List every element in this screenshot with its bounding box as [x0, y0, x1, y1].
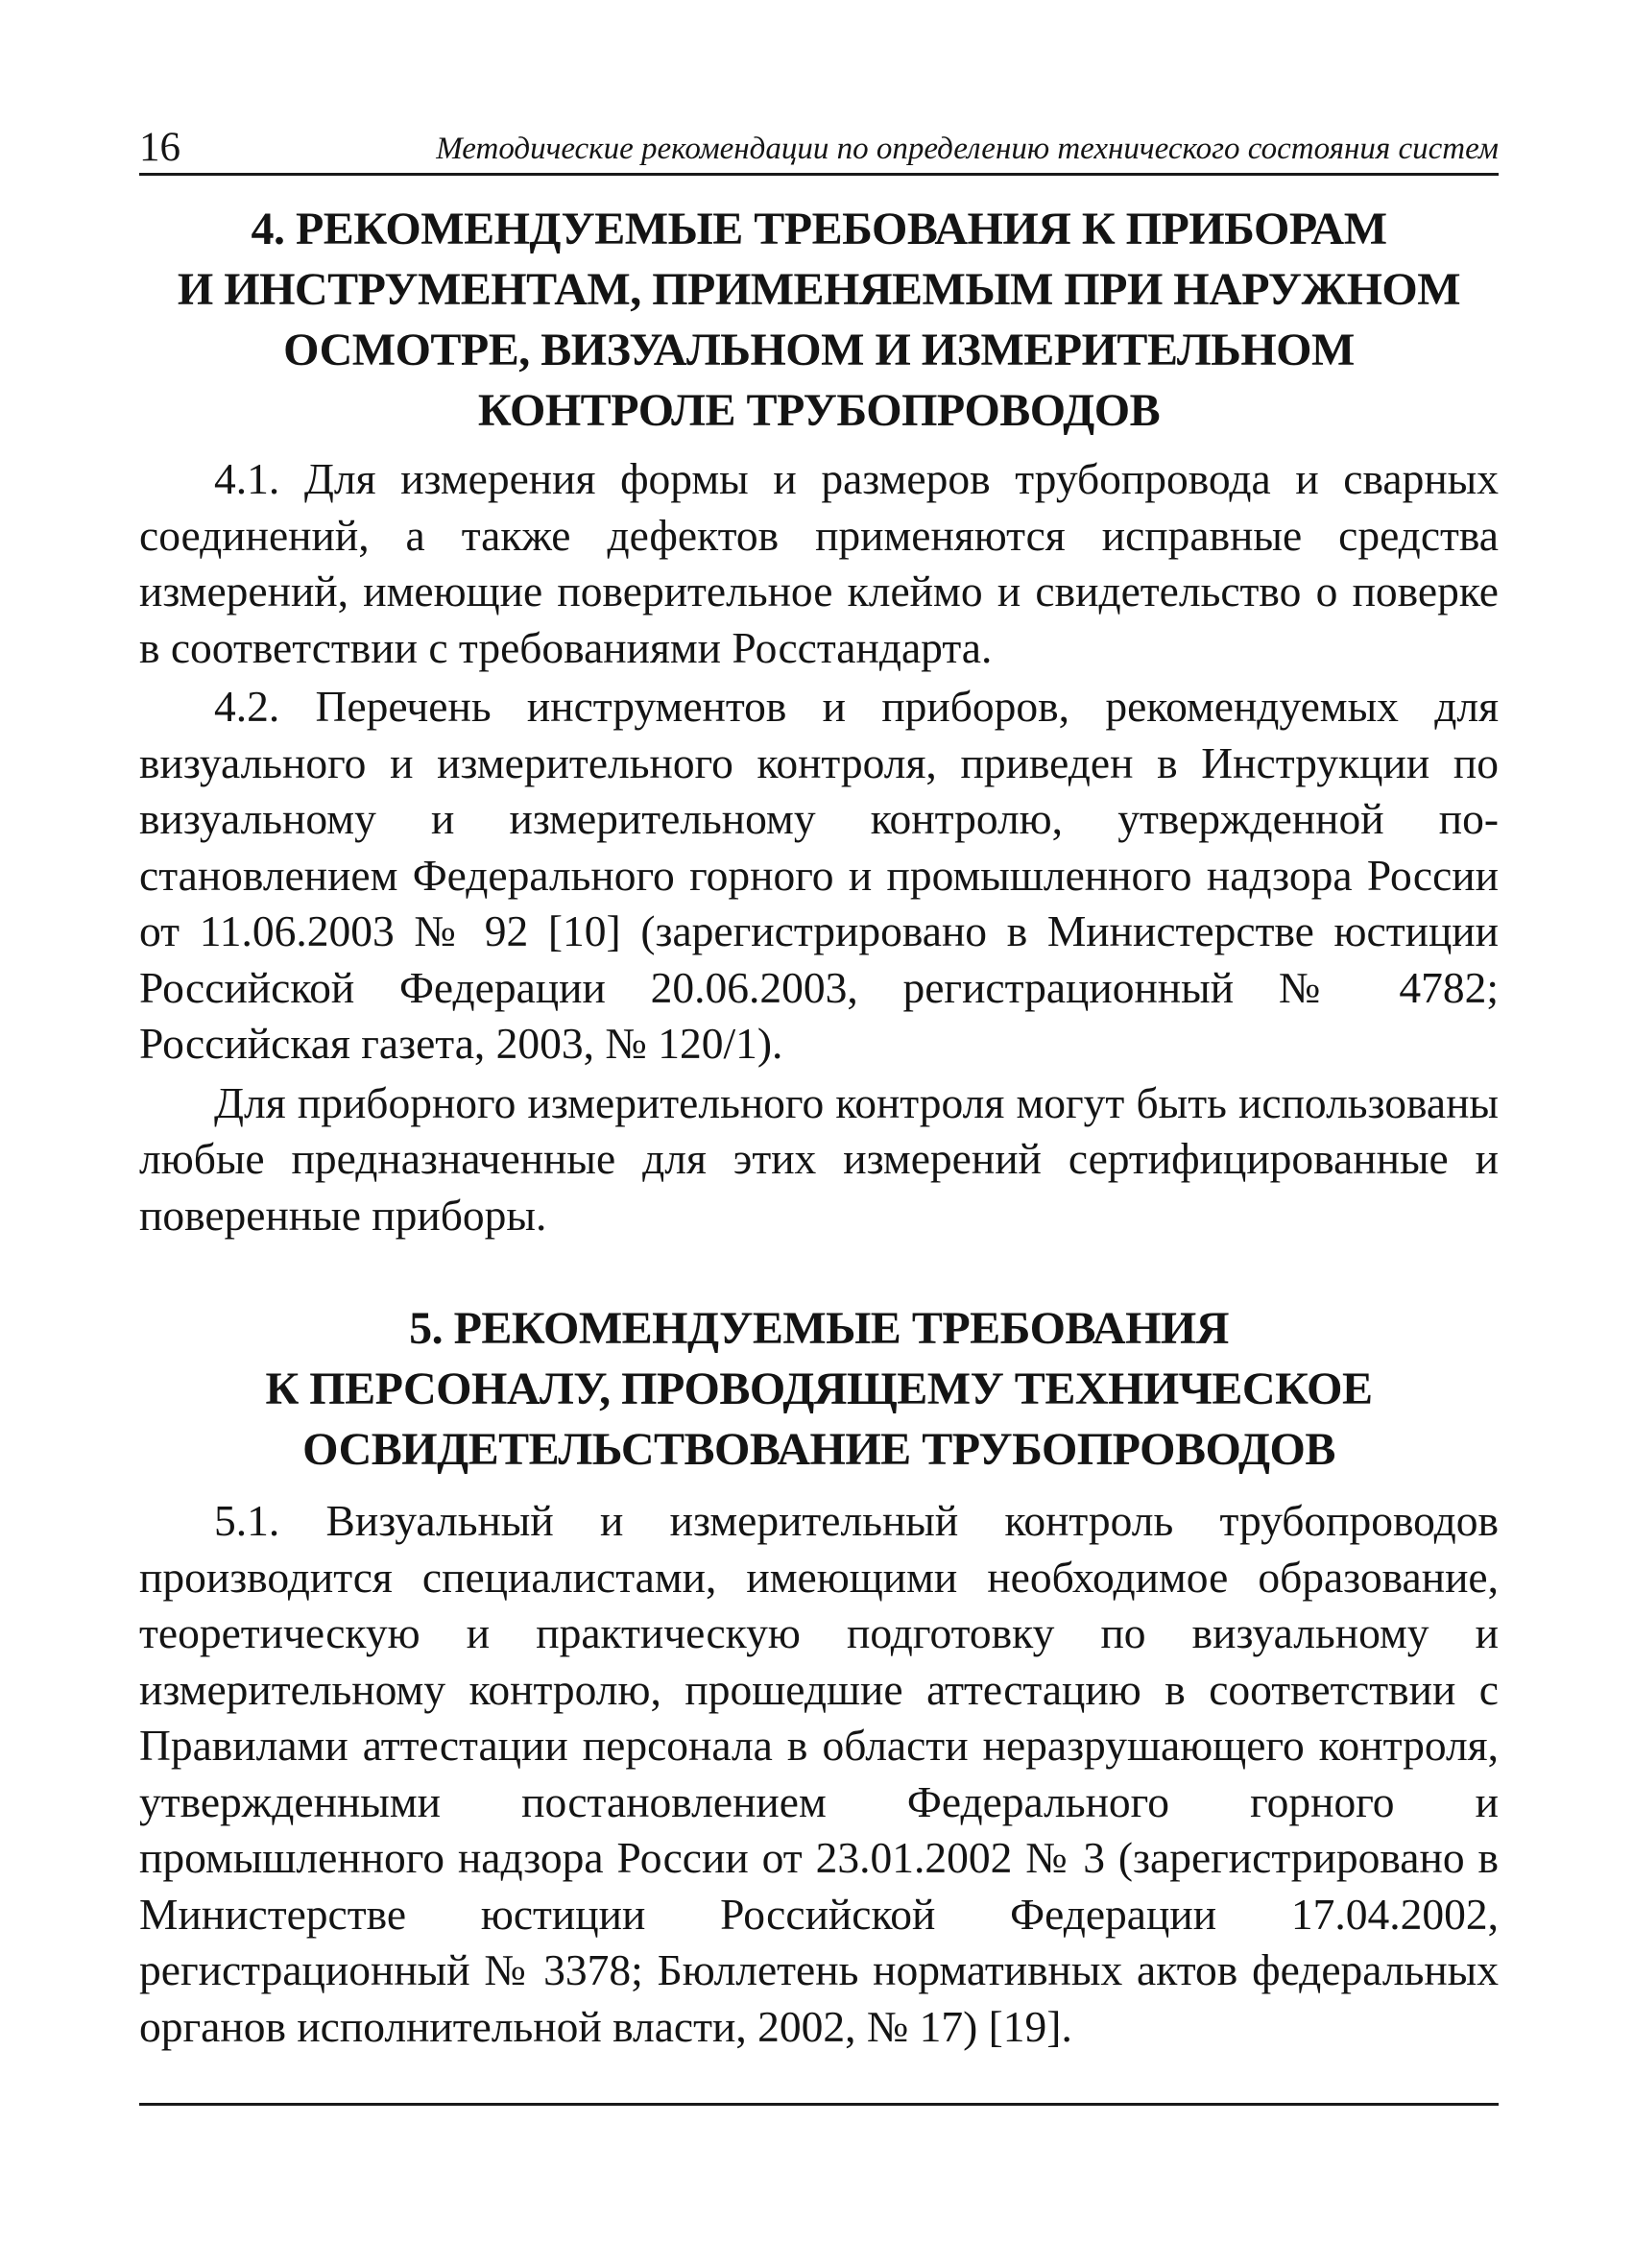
- heading-line: 4. РЕКОМЕНДУЕМЫЕ ТРЕБОВАНИЯ К ПРИБОРАМ: [251, 204, 1387, 254]
- section-5-body: [139, 1493, 1499, 2055]
- page-number: 16: [139, 125, 180, 170]
- paragraph-4-1: 4.1. Для измерения формы и размеров трубопровода и сварных соединений, а также дефектов применяются исправные средства измерений, имеющие поверительное клеймо и свидетельство о поверке в соответствии с требованиями Росстандарта.: [139, 454, 1499, 672]
- heading-line: ОСМОТРЕ, ВИЗУАЛЬНОМ И ИЗМЕРИТЕЛЬНОМ: [283, 325, 1355, 375]
- section-4-heading: [139, 199, 1499, 441]
- heading-line: ОСВИДЕТЕЛЬСТВОВАНИЕ ТРУБОПРОВОДОВ: [302, 1424, 1335, 1475]
- paragraph-5-1: 5.1. Визуальный и измерительный контроль трубопроводов производится специалистами, имеющими необходимое образование, теоретическую и практическую подготовку по визуальному и измерительному контролю, прошедшие аттестацию в соответствии с Правилами аттестации персонала в области неразрушающего контроля, утвержденными постановлением Федерального горного и промышленного надзора России от 23.01.2002 № 3 (зарегистрировано в Министерстве юстиции Российской Федерации 17.04.2002, регистрационный № 3378; Бюллетень нормативных актов федеральных органов исполнительной власти, 2002, № 17) [19].: [139, 1496, 1499, 2051]
- page-header: [139, 123, 1499, 176]
- heading-line: К ПЕРСОНАЛУ, ПРОВОДЯЩЕМУ ТЕХНИЧЕСКОЕ: [265, 1363, 1373, 1414]
- heading-line: 5. РЕКОМЕНДУЕМЫЕ ТРЕБОВАНИЯ: [409, 1303, 1229, 1354]
- bottom-divider: [139, 2103, 1499, 2106]
- paragraph-4-2-continued: Для приборного измерительного контроля могут быть использованы любые предназначенные для этих измерений сертифицированные и поверенные приборы.: [139, 1077, 1499, 1240]
- heading-line: И ИНСТРУМЕНТАМ, ПРИМЕНЯЕМЫМ ПРИ НАРУЖНОМ: [177, 264, 1461, 315]
- heading-line: КОНТРОЛЕ ТРУБОПРОВОДОВ: [477, 385, 1161, 436]
- section-4-body: [139, 451, 1499, 1243]
- paragraph-4-2: 4.2. Перечень инструментов и приборов, рекомендуемых для визуального и измерительного контроля, приведен в Инструкции по визуальному и измерительному контролю, утвержденной постановлением Федерального горного и промышленного надзора России от 11.06.2003 № 92 [10] (зарегистрировано в Министерстве юстиции Российской Федерации 20.06.2003, регистрационный № 4782; Российская газета, 2003, № 120/1).: [139, 682, 1499, 1068]
- section-5-heading: [139, 1298, 1499, 1480]
- running-title: Методические рекомендации по определению технического состояния систем: [436, 132, 1499, 166]
